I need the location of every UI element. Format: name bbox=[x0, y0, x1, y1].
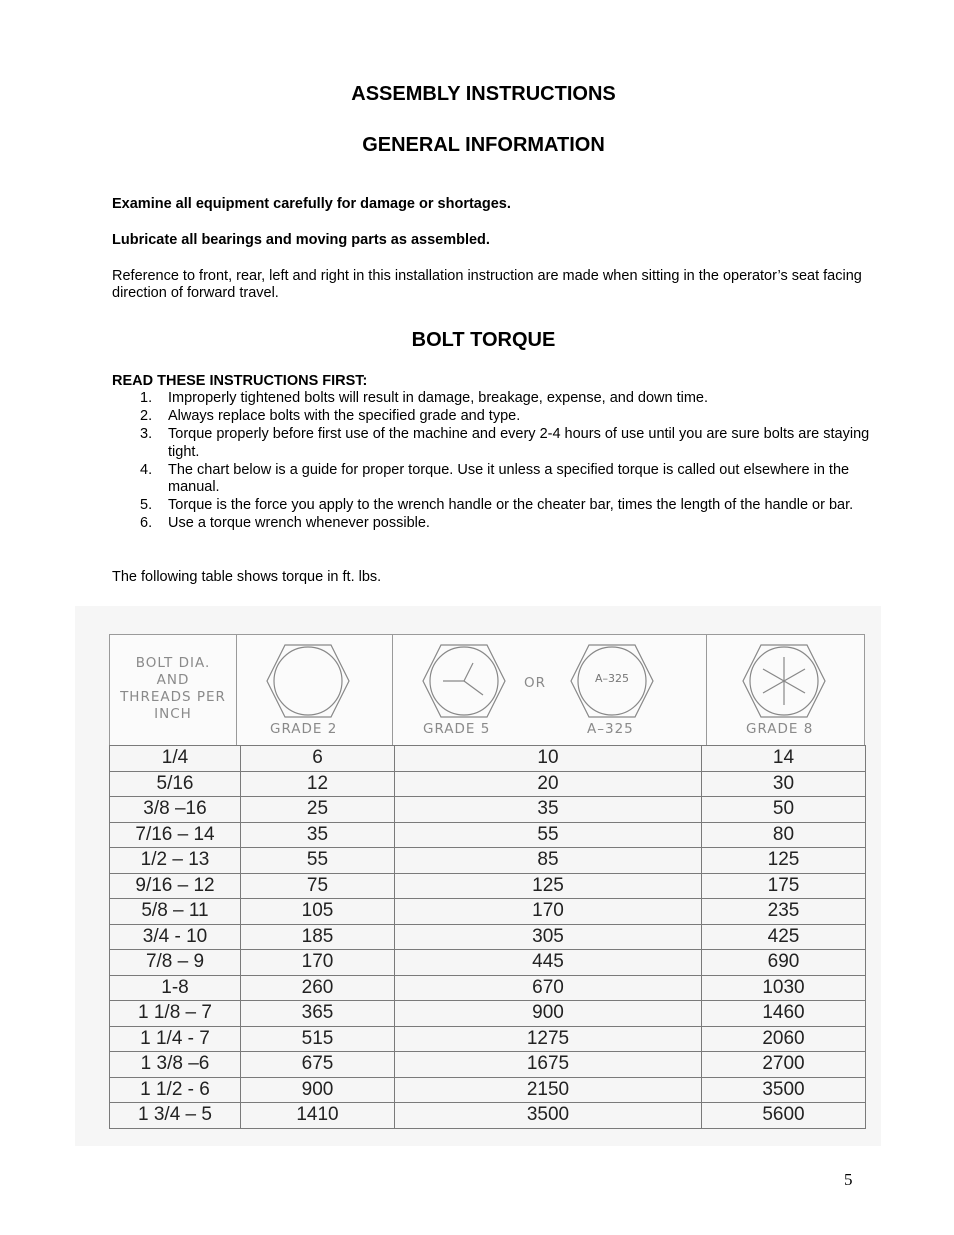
grade2-label: GRADE 2 bbox=[270, 721, 338, 737]
grade8-torque-cell: 1030 bbox=[702, 975, 866, 1001]
page-number: 5 bbox=[844, 1170, 853, 1189]
bolt-size-cell: 7/16 – 14 bbox=[110, 822, 241, 848]
grade8-torque-cell: 14 bbox=[702, 746, 866, 772]
examine-note: Examine all equipment carefully for damage or shortages. bbox=[112, 196, 511, 212]
list-item bbox=[112, 390, 872, 408]
bolt-diameter-line: THREADS PER bbox=[120, 689, 226, 705]
bolt-size-cell: 3/4 - 10 bbox=[110, 924, 241, 950]
grade5-torque-cell: 900 bbox=[395, 1001, 702, 1027]
grade5-torque-cell: 1675 bbox=[395, 1052, 702, 1078]
grade8-torque-cell: 50 bbox=[702, 797, 866, 823]
list-item bbox=[112, 497, 872, 515]
grade8-torque-cell: 175 bbox=[702, 873, 866, 899]
grade5-torque-cell: 305 bbox=[395, 924, 702, 950]
grade2-torque-cell: 35 bbox=[241, 822, 395, 848]
list-item-text: Always replace bolts with the specified grade and type. bbox=[168, 408, 521, 424]
list-item bbox=[112, 515, 872, 533]
torque-chart-header bbox=[109, 634, 865, 746]
bolt-diameter-label bbox=[110, 655, 236, 723]
list-item-number: 3. bbox=[140, 426, 153, 442]
grade5-label: GRADE 5 bbox=[423, 721, 491, 737]
grade2-header bbox=[237, 635, 393, 745]
bolt-size-cell: 9/16 – 12 bbox=[110, 873, 241, 899]
table-row bbox=[110, 873, 866, 899]
grade8-torque-cell: 125 bbox=[702, 848, 866, 874]
grade2-torque-cell: 105 bbox=[241, 899, 395, 925]
grade2-torque-cell: 1410 bbox=[241, 1103, 395, 1129]
grade5-torque-cell: 170 bbox=[395, 899, 702, 925]
table-row bbox=[110, 746, 866, 772]
grade2-torque-cell: 515 bbox=[241, 1026, 395, 1052]
table-row bbox=[110, 1077, 866, 1103]
bolt-size-cell: 3/8 –16 bbox=[110, 797, 241, 823]
grade8-torque-cell: 425 bbox=[702, 924, 866, 950]
list-item bbox=[112, 408, 872, 426]
grade8-torque-cell: 5600 bbox=[702, 1103, 866, 1129]
bolt-size-cell: 1 3/4 – 5 bbox=[110, 1103, 241, 1129]
list-item-text: The chart below is a guide for proper torque. Use it unless a specified torque is called out elsewhere in the manual. bbox=[168, 461, 850, 495]
grade2-torque-cell: 170 bbox=[241, 950, 395, 976]
table-row bbox=[110, 771, 866, 797]
table-row bbox=[110, 1052, 866, 1078]
assembly-heading: ASSEMBLY INSTRUCTIONS bbox=[351, 83, 616, 105]
bolt-size-cell: 5/16 bbox=[110, 771, 241, 797]
list-item-number: 2. bbox=[140, 408, 153, 424]
grade5-torque-cell: 3500 bbox=[395, 1103, 702, 1129]
bolt-diameter-line: BOLT DIA. bbox=[135, 655, 211, 671]
grade2-torque-cell: 260 bbox=[241, 975, 395, 1001]
table-row bbox=[110, 975, 866, 1001]
a325-head-marking: A–325 bbox=[594, 672, 630, 685]
grade2-torque-cell: 25 bbox=[241, 797, 395, 823]
table-row bbox=[110, 1026, 866, 1052]
grade8-torque-cell: 1460 bbox=[702, 1001, 866, 1027]
bolt-diameter-line: INCH bbox=[154, 706, 192, 722]
list-item-text: Torque is the force you apply to the wrench handle or the cheater bar, times the length of the handle or bar. bbox=[168, 497, 854, 513]
grade2-torque-cell: 55 bbox=[241, 848, 395, 874]
bolt-size-cell: 1/4 bbox=[110, 746, 241, 772]
table-row bbox=[110, 1001, 866, 1027]
instruction-list bbox=[112, 390, 872, 533]
grade8-torque-cell: 2060 bbox=[702, 1026, 866, 1052]
or-label: OR bbox=[524, 675, 547, 691]
grade8-bolt-head-icon bbox=[741, 641, 827, 721]
table-row bbox=[110, 950, 866, 976]
table-row bbox=[110, 1103, 866, 1129]
list-item-text: Torque properly before first use of the machine and every 2-4 hours of use until you are sure bolts are staying tight. bbox=[168, 426, 870, 460]
list-item-number: 6. bbox=[140, 515, 153, 531]
table-intro: The following table shows torque in ft. lbs. bbox=[112, 569, 382, 585]
grade2-torque-cell: 365 bbox=[241, 1001, 395, 1027]
grade5-torque-cell: 1275 bbox=[395, 1026, 702, 1052]
list-item-text: Improperly tightened bolts will result in damage, breakage, expense, and down time. bbox=[168, 390, 709, 406]
grade8-torque-cell: 3500 bbox=[702, 1077, 866, 1103]
bolt-torque-heading: BOLT TORQUE bbox=[411, 329, 556, 351]
table-row bbox=[110, 797, 866, 823]
general-info-heading: GENERAL INFORMATION bbox=[362, 134, 605, 156]
grade2-torque-cell: 185 bbox=[241, 924, 395, 950]
bolt-size-cell: 5/8 – 11 bbox=[110, 899, 241, 925]
a325-label: A–325 bbox=[587, 721, 634, 737]
reference-note: Reference to front, rear, left and right in this installation instruction are made when sitting in the operator’s seat facing direction of forward travel. bbox=[112, 268, 862, 301]
read-first-label: READ THESE INSTRUCTIONS FIRST: bbox=[112, 373, 368, 389]
table-row bbox=[110, 899, 866, 925]
lubricate-note: Lubricate all bearings and moving parts as assembled. bbox=[112, 232, 490, 248]
list-item-text: Use a torque wrench whenever possible. bbox=[168, 515, 430, 531]
grade2-torque-cell: 900 bbox=[241, 1077, 395, 1103]
table-row bbox=[110, 924, 866, 950]
grade5-torque-cell: 445 bbox=[395, 950, 702, 976]
torque-table bbox=[109, 745, 866, 1129]
grade5-torque-cell: 35 bbox=[395, 797, 702, 823]
grade2-torque-cell: 675 bbox=[241, 1052, 395, 1078]
grade8-torque-cell: 235 bbox=[702, 899, 866, 925]
list-item-number: 5. bbox=[140, 497, 153, 513]
grade8-torque-cell: 690 bbox=[702, 950, 866, 976]
list-item-number: 4. bbox=[140, 461, 153, 478]
grade8-torque-cell: 2700 bbox=[702, 1052, 866, 1078]
list-item-number: 1. bbox=[140, 390, 153, 406]
grade5-torque-cell: 55 bbox=[395, 822, 702, 848]
grade8-label: GRADE 8 bbox=[746, 721, 814, 737]
grade8-torque-cell: 30 bbox=[702, 771, 866, 797]
table-row bbox=[110, 848, 866, 874]
bolt-size-cell: 7/8 – 9 bbox=[110, 950, 241, 976]
bolt-size-cell: 1 1/8 – 7 bbox=[110, 1001, 241, 1027]
bolt-size-cell: 1-8 bbox=[110, 975, 241, 1001]
a325-bolt-head-icon bbox=[569, 641, 655, 721]
grade5-torque-cell: 20 bbox=[395, 771, 702, 797]
bolt-diameter-header bbox=[110, 635, 237, 745]
list-item bbox=[112, 426, 872, 461]
bolt-size-cell: 1 1/2 - 6 bbox=[110, 1077, 241, 1103]
grade2-torque-cell: 6 bbox=[241, 746, 395, 772]
bolt-diameter-line: AND bbox=[156, 672, 190, 688]
bolt-size-cell: 1 1/4 - 7 bbox=[110, 1026, 241, 1052]
bolt-size-cell: 1 3/8 –6 bbox=[110, 1052, 241, 1078]
grade5-bolt-head-icon bbox=[421, 641, 507, 721]
grade8-torque-cell: 80 bbox=[702, 822, 866, 848]
grade5-header bbox=[393, 635, 707, 745]
grade8-header bbox=[707, 635, 864, 745]
grade5-torque-cell: 10 bbox=[395, 746, 702, 772]
grade5-torque-cell: 125 bbox=[395, 873, 702, 899]
list-item bbox=[112, 462, 872, 497]
grade5-torque-cell: 670 bbox=[395, 975, 702, 1001]
grade2-torque-cell: 12 bbox=[241, 771, 395, 797]
grade5-torque-cell: 85 bbox=[395, 848, 702, 874]
grade2-bolt-head-icon bbox=[265, 641, 351, 721]
table-row bbox=[110, 822, 866, 848]
grade5-torque-cell: 2150 bbox=[395, 1077, 702, 1103]
bolt-size-cell: 1/2 – 13 bbox=[110, 848, 241, 874]
grade2-torque-cell: 75 bbox=[241, 873, 395, 899]
